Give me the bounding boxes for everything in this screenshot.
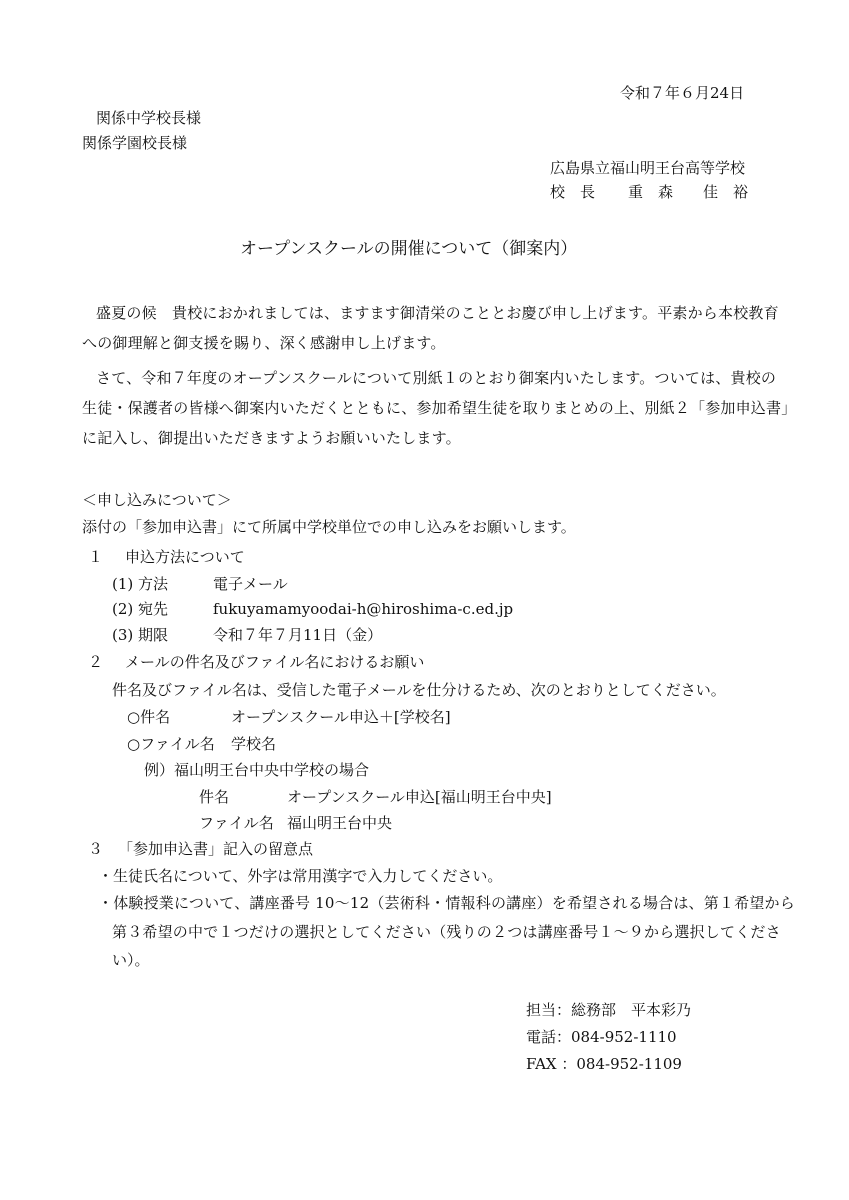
method-value: 電子メール — [213, 575, 288, 593]
section-2-description: 件名及びファイル名は、受信した電子メールを仕分けるため、次のとおりとしてください。 — [112, 681, 726, 699]
section-3-number: ３ — [88, 840, 104, 858]
body-line-1: 盛夏の候 貴校におかれましては、ますます御清栄のこととお慶び申し上げます。平素から本校教育 — [96, 304, 779, 322]
sender-position: 校 長 — [550, 183, 596, 201]
section-1-number: １ — [88, 548, 104, 566]
section-2-title: メールの件名及びファイル名におけるお願い — [125, 653, 425, 671]
note-bullet-2-line-2: 第３希望の中で１つだけの選択としてください（残りの２つは講座番号１～９から選択してくださ — [112, 923, 781, 941]
application-heading: ＜申し込みについて＞ — [82, 491, 232, 509]
subject-value: オープンスクール申込＋[学校名] — [231, 708, 451, 726]
body-line-5: に記入し、御提出いただきますようお願いいたします。 — [82, 429, 461, 447]
deadline-label: (3) 期限 — [112, 626, 169, 644]
addressee-2: 関係学園校長様 — [82, 134, 188, 152]
example-subject-label: 件名 — [199, 788, 230, 806]
contact-fax: FAX ：084-952-1109 — [526, 1055, 682, 1073]
section-1-title: 申込方法について — [125, 548, 245, 566]
destination-label: (2) 宛先 — [112, 600, 169, 618]
contact-phone: 電話：084-952-1110 — [526, 1028, 677, 1046]
section-3-title: 「参加申込書」記入の留意点 — [118, 840, 314, 858]
body-line-4: 生徒・保護者の皆様へ御案内いただくとともに、参加希望生徒を取りまとめの上、別紙２「参加申込書」 — [82, 399, 797, 417]
section-2-number: ２ — [88, 653, 104, 671]
addressee-1: 関係中学校長様 — [96, 109, 202, 127]
example-file-label: ファイル名 — [199, 814, 274, 832]
note-bullet-2-line-1: ・体験授業について、講座番号 10～12（芸術科・情報科の講座）を希望される場合は、第１希望から — [98, 894, 795, 912]
note-bullet-1: ・生徒氏名について、外字は常用漢字で入力してください。 — [98, 867, 503, 885]
document-title: オープンスクールの開催について（御案内） — [240, 239, 578, 259]
destination-email: fukuyamamyoodai-h@hiroshima-c.ed.jp — [213, 600, 514, 618]
deadline-value: 令和７年７月11日（金） — [213, 626, 383, 644]
issue-date: 令和７年６月24日 — [620, 84, 745, 102]
body-line-2: への御理解と御支援を賜り、深く感謝申し上げます。 — [82, 334, 446, 352]
example-file-value: 福山明王台中央 — [287, 814, 393, 832]
body-line-3: さて、令和７年度のオープンスクールについて別紙１のとおり御案内いたします。ついては、貴校の — [96, 369, 777, 387]
note-bullet-2-line-3: い）。 — [112, 951, 150, 969]
sender-name: 重 森 佳 裕 — [628, 183, 749, 201]
application-intro: 添付の「参加申込書」にて所属中学校単位での申し込みをお願いします。 — [82, 518, 576, 536]
contact-person: 担当：総務部 平本彩乃 — [526, 1001, 692, 1019]
sender-school: 広島県立福山明王台高等学校 — [550, 159, 746, 177]
example-subject-value: オープンスクール申込[福山明王台中央] — [287, 788, 552, 806]
method-label: (1) 方法 — [112, 575, 169, 593]
example-heading: 例）福山明王台中央中学校の場合 — [144, 761, 370, 779]
file-label: ○ファイル名 — [127, 735, 215, 753]
subject-label: ○件名 — [127, 708, 171, 726]
file-value: 学校名 — [231, 735, 277, 753]
